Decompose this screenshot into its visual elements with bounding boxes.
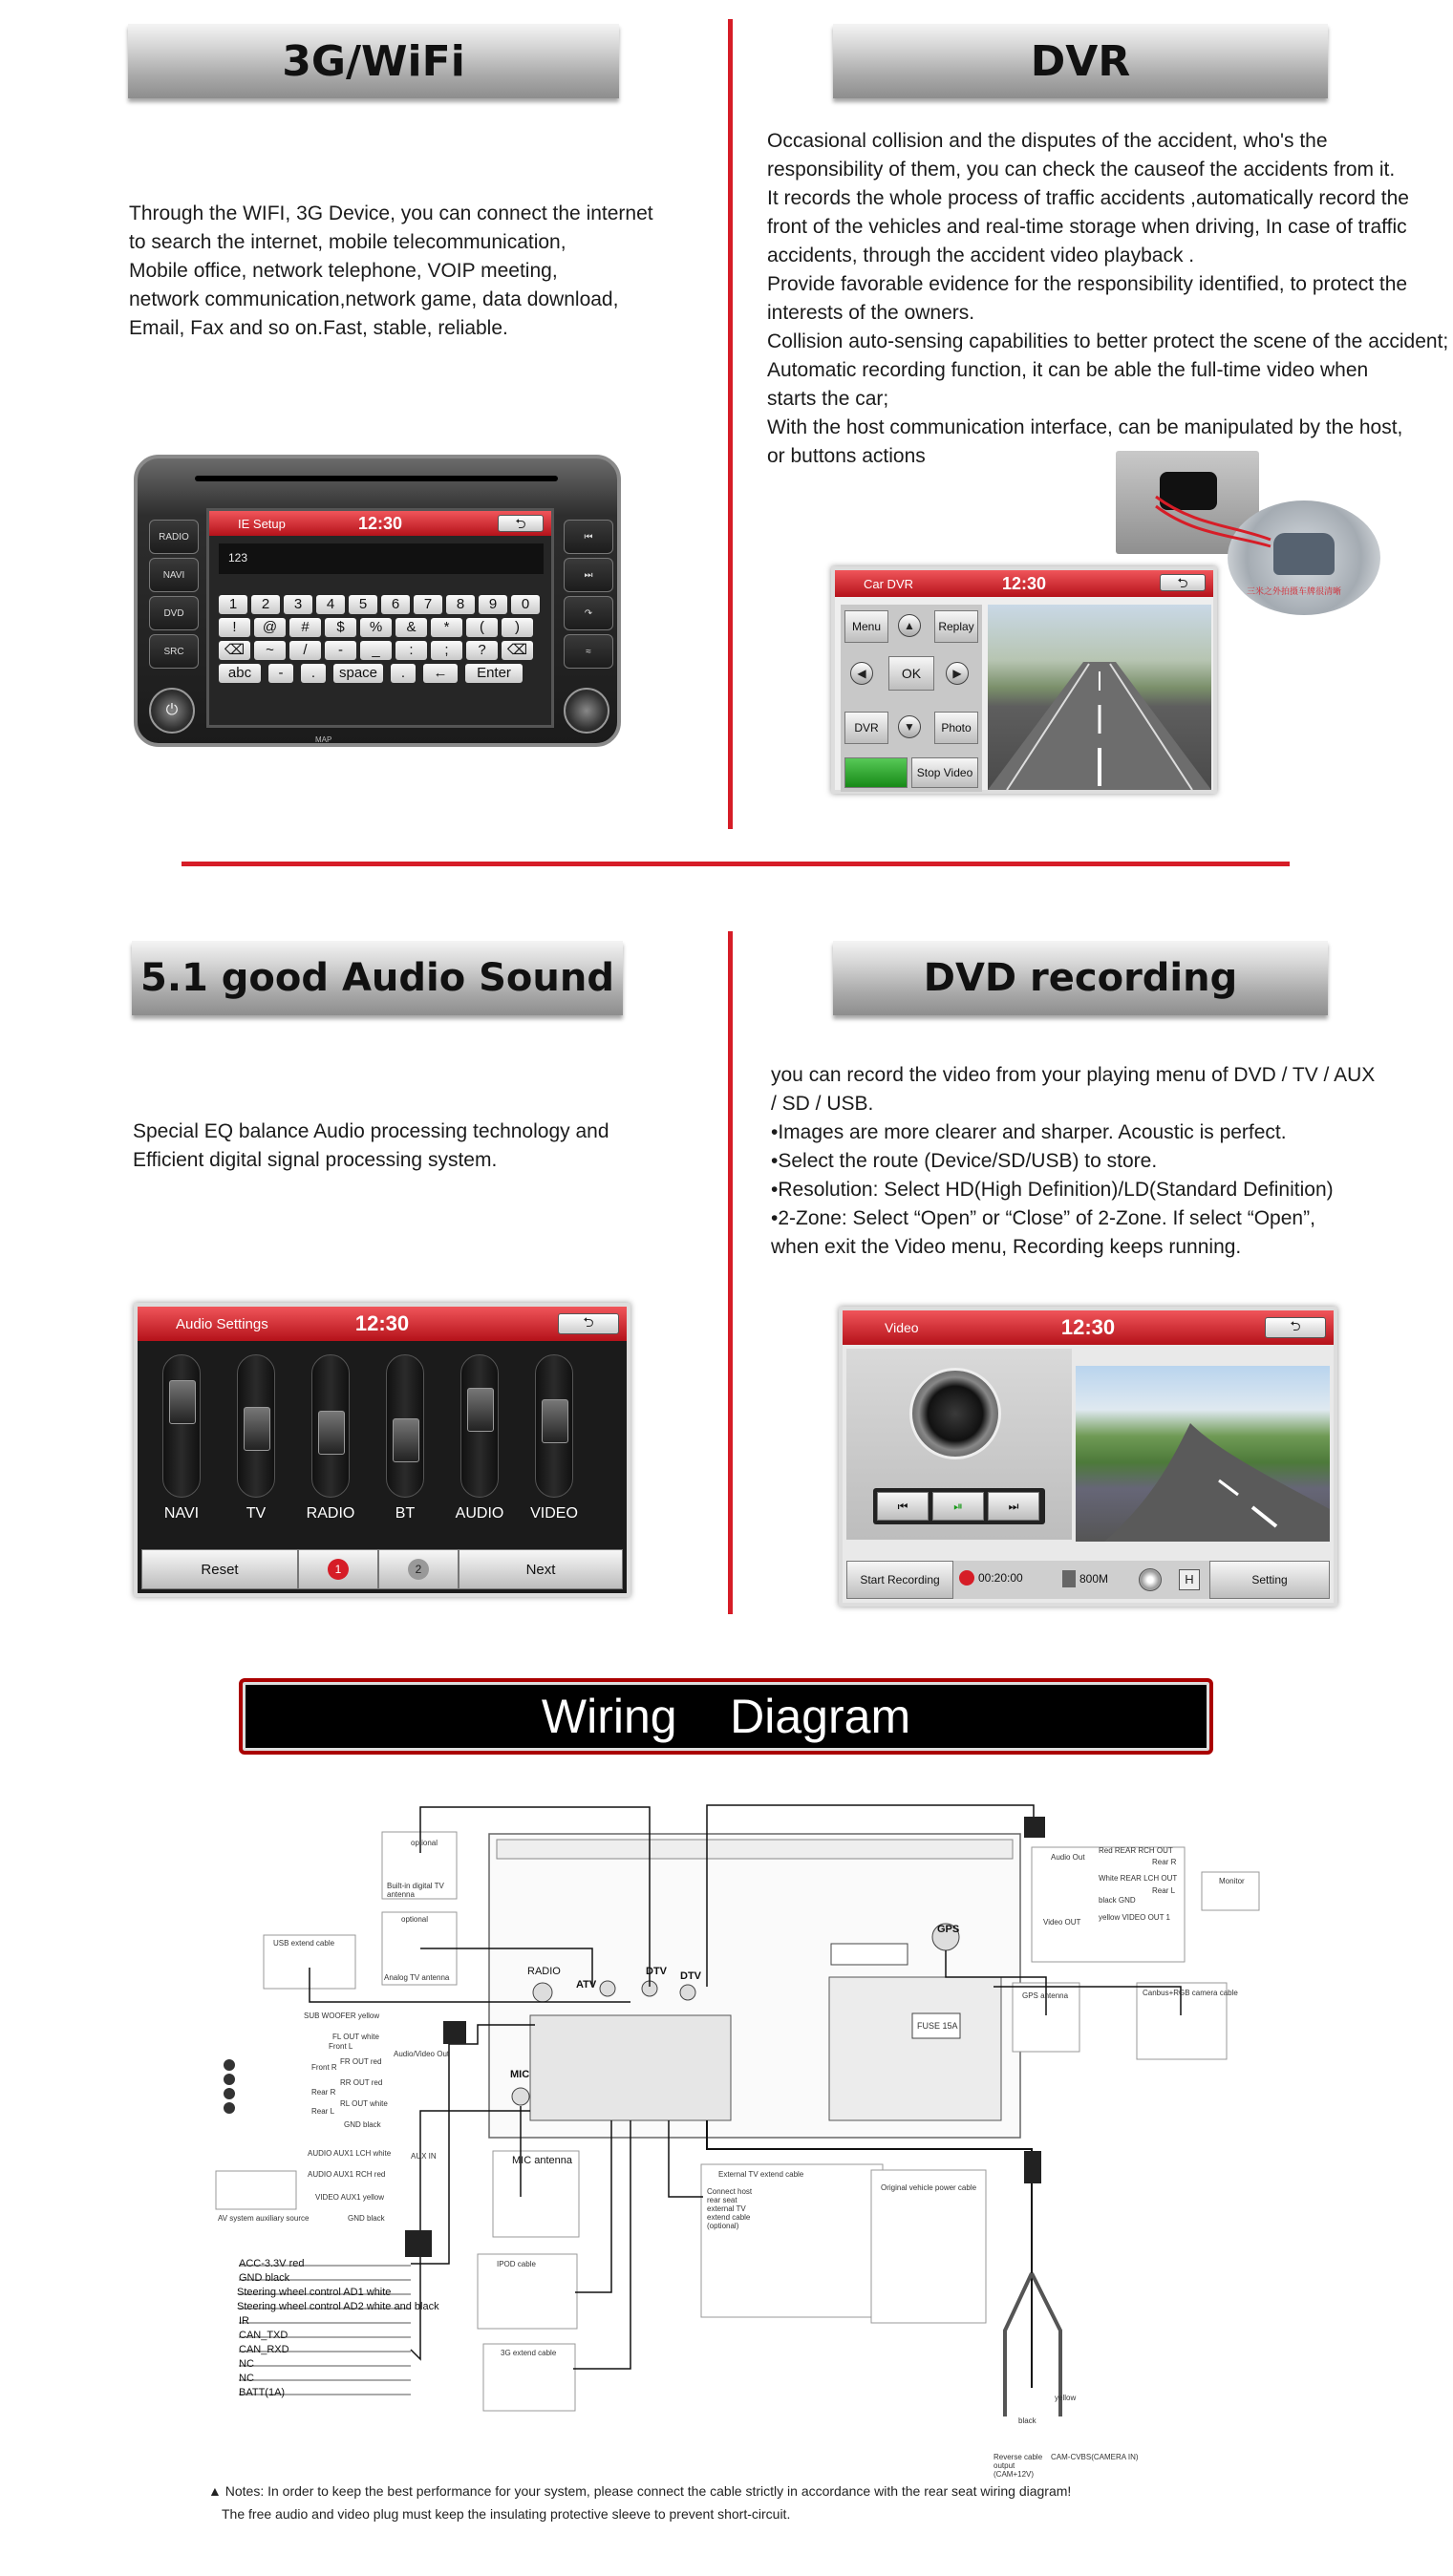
rca-plug [224, 2074, 235, 2085]
wiring-note-1: ▲ Notes: In order to keep the best performance for your system, please connect the cable strictly in accordance with the rear seat wiring diagram! [208, 2483, 1072, 2499]
page-1-indicator: 1 [328, 1559, 349, 1580]
wiring-note-2: The free audio and video plug must keep the insulating protective sleeve to prevent short-circuit. [222, 2506, 791, 2522]
keyboard-key[interactable]: @ [254, 618, 286, 637]
disc-slot [195, 476, 558, 481]
subwoofer-label: SUB WOOFER yellow [304, 2012, 380, 2020]
dvr-title-banner [833, 24, 1328, 98]
wifi-title: 3G/WiFi [282, 36, 465, 86]
yellow-video-label: yellow VIDEO OUT 1 [1099, 1913, 1170, 1922]
black-wire-label: black [1018, 2416, 1036, 2425]
rear-rch-label: Red REAR RCH OUT [1099, 1846, 1173, 1855]
dvr-cam-caption: 三米之外拍摄车牌很清晰 [1247, 586, 1342, 596]
analog-tv-label: Analog TV antenna [384, 1973, 450, 1982]
keyboard-key[interactable]: * [431, 618, 462, 637]
warning-icon: ▲ [208, 2483, 222, 2499]
camera-lens-icon [909, 1368, 1001, 1459]
dvr-line: Provide favorable evidence for the responsibility identified, to protect the [767, 273, 1408, 295]
reverse-label: Reverse cable output (CAM+12V) [994, 2453, 1043, 2479]
eq-slider-track[interactable] [386, 1354, 424, 1498]
gps-label: GPS [937, 1924, 960, 1935]
optional-label-2: optional [401, 1915, 429, 1924]
orig-power-label: Original vehicle power cable [881, 2183, 977, 2192]
aux-gnd-label: GND black [348, 2214, 385, 2223]
ext-tv-note-label: Connect host rear seat external TV extend cable (optional) [707, 2187, 753, 2230]
eq-channel-label: NAVI [163, 1505, 200, 1522]
eq-slider-track[interactable] [535, 1354, 573, 1498]
audio-title: 5.1 good Audio Sound [140, 956, 614, 1000]
front-l-label: Front L [329, 2042, 353, 2051]
eq-channel-label: AUDIO [455, 1505, 504, 1522]
storage-size [1062, 1570, 1108, 1587]
rca-plug [224, 2088, 235, 2099]
power-knob[interactable] [149, 688, 195, 734]
eq-channel-label: TV [246, 1505, 267, 1522]
wiring-diagram [0, 1796, 1453, 2483]
wifi-line: Through the WIFI, 3G Device, you can connect the internet [129, 202, 653, 224]
screen-title-bar [209, 511, 551, 536]
gps-antenna-label: GPS antenna [1022, 1991, 1069, 2000]
divider-vertical-top [728, 19, 733, 829]
camera-cable-label: Canbus+RGB camera cable [1143, 1989, 1238, 1997]
dvd-rec-line: you can record the video from your playing menu of DVD / TV / AUX [771, 1064, 1376, 1086]
keyboard-key[interactable]: ( [466, 618, 498, 637]
ie-setup-screen [206, 508, 554, 728]
prev-button[interactable]: ⏮ [877, 1492, 929, 1521]
monitor-label: Monitor [1219, 1877, 1245, 1885]
keyboard-key[interactable]: . [301, 664, 326, 683]
dvd-rec-line: •Images are more clearer and sharper. Acoustic is perfect. [771, 1121, 1287, 1143]
next-button[interactable]: ⏭ [988, 1492, 1039, 1521]
eq-slider-track[interactable] [162, 1354, 201, 1498]
dvr-road-view [988, 605, 1211, 790]
wifi-line: to search the internet, mobile telecommunication, [129, 231, 566, 253]
repeat-icon: ↷ [584, 607, 593, 619]
dvr-line: starts the car; [767, 388, 889, 410]
dvd-rec-title-banner [833, 941, 1328, 1015]
rear-l2-label: Rear L [311, 2107, 335, 2116]
atv-label: ATV [576, 1979, 597, 1991]
harness-plug [443, 2021, 466, 2044]
keyboard-key[interactable]: 9 [479, 595, 507, 614]
page-2-button[interactable] [378, 1549, 459, 1589]
keyboard-key[interactable]: - [268, 664, 293, 683]
dtv2-port [680, 1985, 695, 2000]
dvd-rec-line: •2-Zone: Select “Open” or “Close” of 2-Zone. If select “Open”, [771, 1207, 1315, 1229]
repeat-button[interactable] [564, 596, 613, 630]
dvr-line: Collision auto-sensing capabilities to better protect the scene of the accident; [767, 330, 1449, 352]
wifi-line: Mobile office, network telephone, VOIP meeting, [129, 260, 558, 282]
batt-label: BATT(1A) [239, 2387, 286, 2398]
radio-port [533, 1983, 552, 2002]
setting-button[interactable]: Setting [1209, 1561, 1330, 1599]
record-timer [959, 1570, 1023, 1586]
screen-title: IE Setup [238, 516, 286, 531]
rear-r2-label: Rear R [311, 2088, 336, 2097]
video-back-button[interactable]: ⮌ [1265, 1317, 1326, 1338]
down-button[interactable]: ▼ [898, 715, 921, 738]
connector-block-left [530, 2015, 731, 2120]
keyboard [209, 591, 557, 731]
keyboard-key[interactable]: : [395, 641, 427, 660]
ipod-label: IPOD cable [497, 2260, 536, 2268]
keyboard-key[interactable]: ⌫ [502, 641, 533, 660]
up-button[interactable]: ▲ [898, 614, 921, 637]
hd-icon[interactable]: H [1179, 1569, 1200, 1590]
storage-value: 800M [1079, 1572, 1109, 1586]
wire [575, 2120, 611, 2292]
dvr-line: Automatic recording function, it can be able the full-time video when [767, 359, 1369, 381]
eq-channel-label: BT [395, 1505, 416, 1522]
dvr-title-bar [835, 570, 1213, 597]
aux-rch-label: AUDIO AUX1 RCH red [308, 2170, 386, 2179]
dtv-label-1: DTV [646, 1966, 667, 1977]
dvr-button[interactable]: DVR [844, 712, 888, 744]
eq-slider-knob[interactable] [244, 1407, 270, 1451]
dvr-line: It records the whole process of traffic accidents ,automatically record the [767, 187, 1409, 209]
keyboard-key[interactable]: $ [325, 618, 356, 637]
audio-description [133, 1118, 609, 1175]
menu-button[interactable]: Menu [844, 610, 888, 643]
wifi-title-banner [128, 24, 619, 98]
keyboard-key[interactable]: _ [360, 641, 392, 660]
side-button-dvd[interactable]: DVD [149, 596, 199, 630]
map-label: MAP [315, 735, 332, 744]
audio-title-bar [138, 1307, 627, 1341]
keyboard-key[interactable]: 8 [446, 595, 475, 614]
av-source-label: AV system auxiliary source [218, 2214, 310, 2223]
keyboard-key[interactable]: . [391, 664, 416, 683]
radio-label: RADIO [527, 1966, 561, 1977]
optional-label: optional [411, 1839, 438, 1847]
dvr-description [767, 127, 1448, 471]
dvr-screen-title: Car DVR [864, 576, 914, 591]
fr-out-label: FR OUT red [340, 2057, 382, 2066]
screen-clock: 12:30 [357, 513, 403, 533]
can-rxd-label: CAN_RXD [239, 2344, 289, 2355]
mic-antenna-label: MIC antenna [512, 2155, 572, 2166]
eq-slider-knob[interactable] [393, 1418, 419, 1462]
rear-r-label: Rear R [1152, 1858, 1177, 1866]
eq-slider-track[interactable] [460, 1354, 499, 1498]
keyboard-key[interactable]: ! [219, 618, 250, 637]
red-line-2 [1156, 506, 1271, 546]
wire [1005, 2273, 1032, 2416]
playback-controls [873, 1488, 1045, 1524]
3g-cable-label: 3G extend cable [501, 2349, 557, 2357]
gnd-label: GND black [239, 2272, 290, 2284]
keyboard-key[interactable]: ← [423, 664, 458, 683]
page-2-indicator: 2 [408, 1559, 429, 1580]
keyboard-key[interactable]: # [289, 618, 321, 637]
dtv-label-2: DTV [680, 1970, 701, 1982]
side-button-navi[interactable]: NAVI [149, 558, 199, 592]
audio-line: Special EQ balance Audio processing technology and [133, 1120, 609, 1142]
dvr-line: With the host communication interface, can be manipulated by the host, [767, 416, 1403, 438]
dvd-rec-description [771, 1061, 1375, 1262]
harness-plug [405, 2230, 432, 2257]
video-screen-clock: 12:30 [1060, 1315, 1116, 1339]
eq-channel-label: VIDEO [530, 1505, 578, 1522]
harness-plug [1024, 1817, 1045, 1838]
harness-plug [1024, 2151, 1041, 2183]
dvr-line: accidents, through the accident video playback . [767, 245, 1195, 266]
wifi-line: network communication,network game, data download, [129, 288, 619, 310]
video-out-label: Video OUT [1043, 1918, 1081, 1927]
usb-port [831, 1944, 908, 1965]
divider-horizontal [182, 862, 1290, 866]
keyboard-key[interactable]: ⌫ [219, 641, 250, 660]
wire [573, 2120, 630, 2369]
video-title-bar [843, 1310, 1334, 1345]
keyboard-key[interactable]: ~ [254, 641, 286, 660]
video-bottom-bar [846, 1561, 1330, 1599]
dvr-line: front of the vehicles and real-time storage when driving, In case of traffic [767, 216, 1407, 238]
car-shape [1273, 533, 1335, 575]
keyboard-key[interactable]: abc [219, 664, 261, 683]
keyboard-key[interactable]: / [289, 641, 321, 660]
power-cable-box [871, 2170, 986, 2323]
eq-channel-label: RADIO [306, 1505, 355, 1522]
dvr-line: interests of the owners. [767, 302, 975, 324]
aux-in-label: AUX IN [411, 2152, 437, 2161]
dvr-title: DVR [1030, 36, 1131, 86]
gnd-black-label: GND black [344, 2120, 381, 2129]
builtin-tv-label: Built-in digital TV antenna [387, 1882, 444, 1899]
wifi-description [129, 200, 653, 343]
car-dvr-screen [831, 566, 1217, 794]
replay-button[interactable]: Replay [934, 610, 978, 643]
keyboard-key[interactable]: % [360, 618, 392, 637]
cam-video-label: CAM-CVBS(CAMERA IN) [1051, 2453, 1139, 2461]
record-status-button[interactable] [844, 757, 908, 788]
prev-icon: ⏮ [584, 531, 593, 543]
photo-button[interactable]: Photo [934, 712, 978, 744]
head-unit [134, 455, 621, 747]
wifi-line: Email, Fax and so on.Fast, stable, reliable. [129, 317, 508, 339]
av-source-box [216, 2171, 296, 2209]
page-1-button[interactable] [298, 1549, 378, 1589]
keyboard-key[interactable]: ) [502, 618, 533, 637]
atv-port [600, 1981, 615, 1996]
swc1-label: Steering wheel control AD1 white [237, 2287, 392, 2298]
next-track-button[interactable] [564, 558, 613, 592]
video-screen-title: Video [885, 1320, 919, 1335]
audio-bottom-bar [141, 1549, 623, 1589]
eq-slider-knob[interactable] [467, 1388, 494, 1432]
keyboard-key[interactable]: & [395, 618, 427, 637]
video-left-panel [846, 1349, 1072, 1540]
rl-out-label: RL OUT white [340, 2099, 388, 2108]
keyboard-key[interactable]: 4 [316, 595, 345, 614]
eject-button[interactable] [564, 634, 613, 669]
chassis-top-fins [497, 1840, 1013, 1859]
keyboard-key[interactable]: - [325, 641, 356, 660]
usb-cable-label: USB extend cable [273, 1939, 335, 1948]
start-recording-button[interactable]: Start Recording [846, 1561, 953, 1599]
rca-plug [224, 2102, 235, 2114]
keyboard-key[interactable]: 2 [251, 595, 280, 614]
aux-lch-label: AUDIO AUX1 LCH white [308, 2149, 392, 2158]
keyboard-key[interactable]: space [333, 664, 383, 683]
left-button[interactable]: ◀ [850, 662, 873, 685]
keyboard-key[interactable]: 7 [414, 595, 442, 614]
video-recording-screen [839, 1307, 1337, 1607]
acc-label: ACC-3.3V red [239, 2258, 305, 2269]
dvr-control-pad [841, 605, 982, 792]
disc-icon[interactable] [1139, 1568, 1162, 1591]
dvd-rec-title: DVD recording [923, 956, 1238, 1000]
dvd-rec-line: •Select the route (Device/SD/USB) to store. [771, 1150, 1158, 1172]
keyboard-key[interactable]: ? [466, 641, 498, 660]
back-button[interactable]: ⮌ [498, 515, 544, 532]
side-button-radio[interactable]: RADIO [149, 520, 199, 554]
rr-out-label: RR OUT red [340, 2078, 383, 2087]
ok-button[interactable]: OK [888, 656, 934, 691]
nc1-label: NC [239, 2358, 254, 2370]
keyboard-key[interactable]: 0 [511, 595, 540, 614]
nc2-label: NC [239, 2373, 254, 2384]
volume-knob[interactable] [564, 688, 609, 734]
keyboard-key[interactable]: 3 [284, 595, 312, 614]
video-road-view [1076, 1366, 1330, 1542]
eq-sliders [138, 1345, 627, 1555]
white-lch-label: White REAR LCH OUT [1099, 1874, 1178, 1883]
reset-button[interactable]: Reset [141, 1549, 298, 1589]
ext-tv-label: External TV extend cable [718, 2170, 804, 2179]
eq-slider-track[interactable] [311, 1354, 350, 1498]
power-icon: ⏻ [165, 702, 179, 718]
road-lines [988, 605, 1211, 790]
curved-road [1104, 1423, 1330, 1542]
dvr-line: Occasional collision and the disputes of the accident, who's the [767, 130, 1328, 152]
next-icon: ⏭ [584, 569, 593, 581]
keyboard-key[interactable]: ; [431, 641, 462, 660]
eq-slider-knob[interactable] [542, 1399, 568, 1443]
rear-l-label: Rear L [1152, 1886, 1176, 1895]
right-button[interactable]: ▶ [946, 662, 969, 685]
dvd-rec-line: / SD / USB. [771, 1093, 874, 1115]
connector-block-right [829, 1977, 1001, 2120]
dvd-rec-line: •Resolution: Select HD(High Definition)/LD(Standard Definition) [771, 1179, 1334, 1201]
rca-plug [224, 2059, 235, 2071]
audio-settings-screen [134, 1303, 630, 1597]
keyboard-key[interactable]: 6 [381, 595, 410, 614]
audio-out-label: Audio Out [1051, 1853, 1085, 1862]
recording-lines [1146, 487, 1280, 554]
front-r-label: Front R [311, 2063, 337, 2072]
audio-line: Efficient digital signal processing system. [133, 1149, 498, 1171]
dvr-line: or buttons actions [767, 445, 926, 467]
dvr-back-button[interactable]: ⮌ [1160, 574, 1206, 591]
audio-screen-title: Audio Settings [176, 1315, 268, 1332]
side-button-src[interactable]: SRC [149, 634, 199, 669]
mic-port [512, 2088, 529, 2105]
audio-screen-clock: 12:30 [354, 1311, 410, 1335]
dvr-screen-clock: 12:30 [1001, 573, 1047, 593]
wiring-diagram-title: Wiring Diagram [239, 1678, 1213, 1755]
aux-video-label: VIDEO AUX1 yellow [315, 2193, 385, 2202]
black-gnd-label: black GND [1099, 1896, 1136, 1905]
dvr-line: responsibility of them, you can check the causeof the accidents from it. [767, 159, 1396, 181]
fuse-label: FUSE 15A [917, 2021, 958, 2031]
prev-track-button[interactable] [564, 520, 613, 554]
record-time: 00:20:00 [978, 1571, 1023, 1585]
next-button[interactable]: Next [459, 1549, 623, 1589]
can-txd-label: CAN_TXD [239, 2330, 288, 2341]
keyboard-key[interactable]: 5 [349, 595, 377, 614]
eq-icon: ≈ [586, 646, 591, 657]
eq-slider-track[interactable] [237, 1354, 275, 1498]
stop-video-button[interactable]: Stop Video [911, 757, 978, 788]
audio-title-banner [132, 941, 623, 1015]
eq-slider-knob[interactable] [169, 1380, 196, 1424]
audio-back-button[interactable]: ⮌ [558, 1313, 619, 1334]
ir-label: IR [239, 2315, 249, 2327]
fl-out-label: FL OUT white [332, 2033, 379, 2041]
mic-label: MIC [510, 2069, 530, 2080]
audio-video-out-label: Audio/Video Out [394, 2050, 450, 2058]
record-dot-icon [959, 1570, 974, 1586]
video-road-lines [1076, 1366, 1330, 1542]
keyboard-key[interactable]: Enter [465, 664, 523, 683]
eq-slider-knob[interactable] [318, 1411, 345, 1455]
yellow-wire-label: yellow [1055, 2394, 1077, 2402]
swc2-label: Steering wheel control AD2 white and black [237, 2301, 439, 2312]
url-input[interactable]: 123 [219, 543, 544, 574]
play-pause-button[interactable]: ⏯ [932, 1492, 984, 1521]
divider-vertical-bottom [728, 931, 733, 1614]
sd-card-icon [1062, 1570, 1076, 1587]
keyboard-key[interactable]: 1 [219, 595, 247, 614]
dvd-rec-line: when exit the Video menu, Recording keeps running. [771, 1236, 1242, 1258]
